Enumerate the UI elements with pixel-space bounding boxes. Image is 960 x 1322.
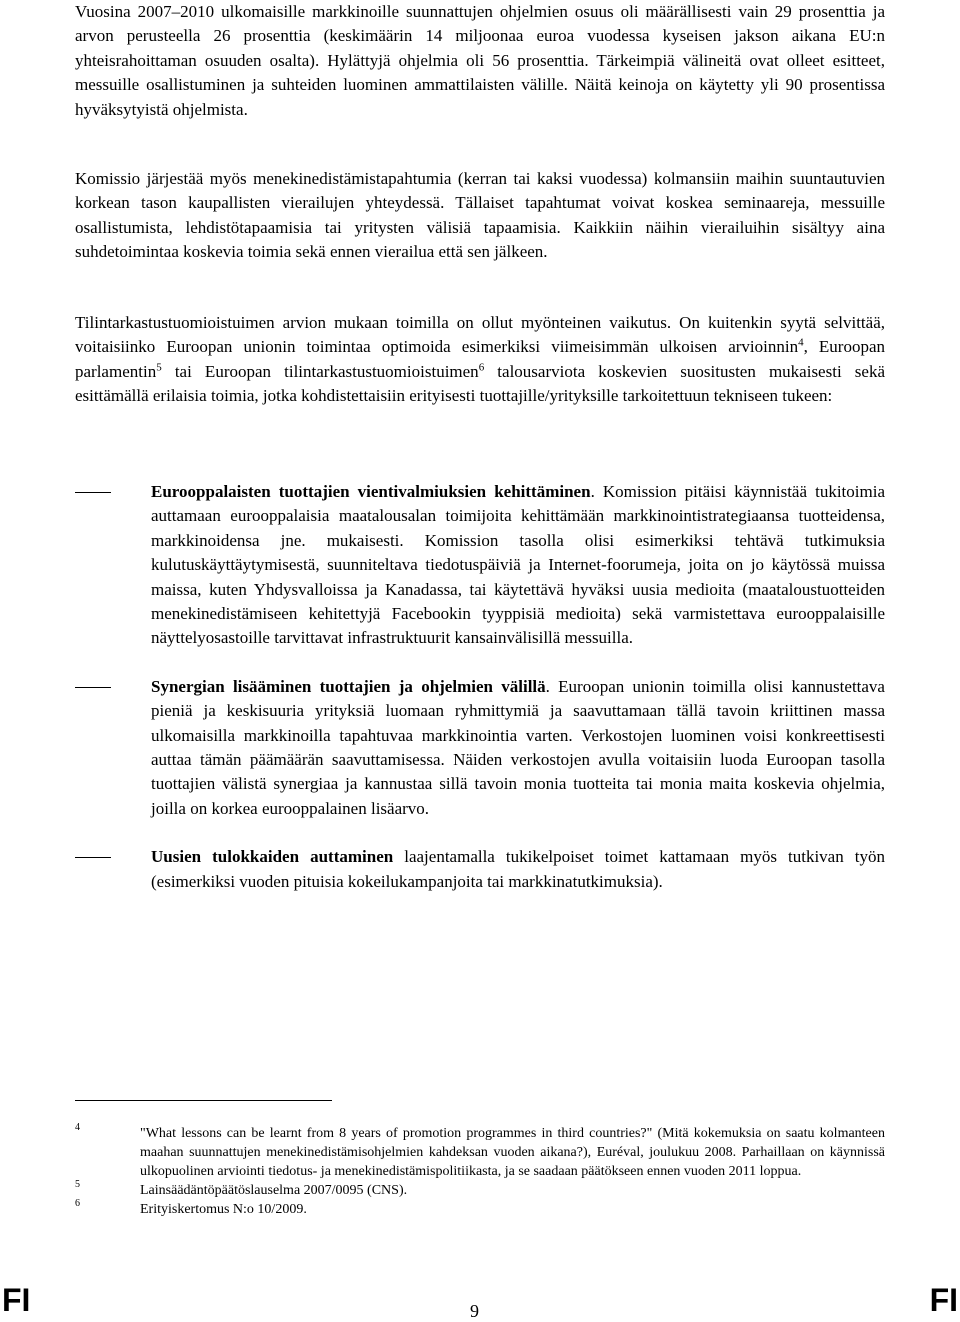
- footnote-number: 6: [75, 1198, 80, 1209]
- footnote-ref-5[interactable]: 5: [156, 361, 162, 374]
- language-code-left: FI: [2, 1282, 31, 1318]
- footnote-number: 4: [75, 1122, 80, 1133]
- footnote-4: [75, 1124, 885, 1181]
- footnote-ref-4[interactable]: 4: [798, 336, 804, 349]
- footnote-separator: [75, 1100, 332, 1101]
- list-item: [75, 845, 885, 894]
- dash-bullet-icon: [75, 687, 111, 688]
- page-number: 9: [470, 1301, 479, 1321]
- paragraph-commission-events: Komissio järjestää myös menekinedistämistapahtumia (kerran tai kaksi vuodessa) kolmansiin maihin suuntautuvien korkean tason kaupallisten vierailujen yhteydessä. Tällaiset tapahtumat voivat koskea seminaareja, messuille osallistumista, lehdistötapaamisia tai yritysten välisiä tapaamisia. Kaikkiin näihin vierailuihin sisältyy aina suhdetoimintaa koskevia toimia sekä ennen vierailua että sen jälkeen.: [75, 169, 885, 262]
- list-item-text: [151, 845, 885, 894]
- footnote-number: 5: [75, 1179, 80, 1190]
- footnote-ref-6[interactable]: 6: [478, 361, 485, 374]
- measures-list: [75, 480, 885, 918]
- paragraph-text: tai Euroopan tilintarkastustuomioistuimen: [161, 361, 479, 381]
- paragraph-audit-evaluation: [75, 311, 885, 409]
- list-item-title: Synergian lisääminen tuottajien ja ohjelmien välillä: [151, 676, 546, 696]
- dash-bullet-icon: [75, 492, 111, 493]
- footnote-5: [75, 1181, 885, 1200]
- language-code-right: FI: [929, 1282, 958, 1318]
- paragraph-text: talousarviota koskevien suositusten mukaisesti sekä esittämällä erilaisia toimia, jotka kohdistettaisiin erityisesti tuottajille/yrityksille tarkoitettuun tekniseen tukeen:: [75, 361, 885, 406]
- list-item-title: Uusien tulokkaiden auttaminen: [151, 847, 394, 867]
- list-item-body: . Komission pitäisi käynnistää tukitoimia auttamaan eurooppalaisia maatalousalan toimijoita kehittämään markkinointistrategiaansa tuotteidensa, markkinoidensa jne. mukaisesti. Komission tasolla olisi esimerkiksi tehtävä tutkimuksia kulutuskäyttäytymisestä, suunniteltava tiedotuspäiviä ja Internet-foorumeja, joita on jo käytössä muissa maissa, kuten Yhdysvalloissa ja Kanadassa, tai käytettävä hyväksi uusia medioita (maataloustuotteiden menekinedistämiseen kehitettyjä Facebookin tyyppisiä medioita) sekä varmistettava eurooppalaisille näyttelyosastoille tarvittavat infrastruktuurit kansainvälisillä messuilla.: [151, 482, 885, 648]
- list-item: [75, 675, 885, 821]
- list-item-text: [151, 480, 885, 651]
- footnotes: [75, 1124, 885, 1219]
- list-item-body: laajentamalla tukikelpoiset toimet kattamaan myös tutkivan työn (esimerkiksi vuoden pituisia kokeilukampanjoita tai markkinatutkimuksia).: [151, 847, 885, 891]
- list-item-body: . Euroopan unionin toimilla olisi kannustettava pieniä ja keskisuuria yrityksiä luomaan ryhmittymiä ja saavuttamaan tällä tavoin kriittinen massa ulkomaisilla markkinoilla tapahtuvaa markkinointia varten. Verkostojen luominen voisi konkreettisesti auttaa tämän päämäärän saavuttamisessa. Näiden verkostojen avulla voitaisiin luoda Euroopan tasolla tuottajien välistä synergiaa ja kannustaa sillä tavoin monia tuotteita tai monia maita koskevia ohjelmia, joilla on korkea eurooppalainen lisäarvo.: [151, 676, 885, 818]
- dash-bullet-icon: [75, 857, 111, 858]
- footnote-text: Lainsäädäntöpäätöslauselma 2007/0095 (CNS).: [140, 1183, 408, 1198]
- list-item-text: [151, 675, 885, 821]
- list-item: [75, 480, 885, 651]
- paragraph-text: , Euroopan parlamentin: [75, 337, 885, 381]
- list-item-title: Eurooppalaisten tuottajien vientivalmiuksien kehittäminen: [151, 482, 591, 501]
- footnote-text: "What lessons can be learnt from 8 years of promotion programmes in third countries?" (Mitä kokemuksia on saatu kolmanteen maahan suunnattujen menekinedistämisohjelmien kahdeksan vuoden aikana?), Euréval, joulukuu 2008. Parhaillaan on käynnissä ulkopuolinen arviointi tiedotus- ja menekinedistämispolitiikasta, ja se saadaan päätökseen ennen vuoden 2011 loppua.: [140, 1126, 885, 1179]
- footnote-text: Erityiskertomus N:o 10/2009.: [140, 1202, 307, 1217]
- paragraph-programme-share: Vuosina 2007–2010 ulkomaisille markkinoille suunnattujen ohjelmien osuus oli määrällisesti vain 29 prosenttia ja arvon perusteella 26 prosenttia (keskimäärin 14 miljoonaa euroa vuodessa kyseisen jakson aikana EU:n yhteisrahoittaman osuuden osalta). Hylättyjä ohjelmia oli 56 prosenttia. Tärkeimpiä välineitä ovat olleet esitteet, messuille osallistuminen ja suhteiden luominen ammattilaisten välille. Näitä keinoja on käytetty yli 90 prosentissa hyväksytyistä ohjelmista.: [75, 2, 885, 119]
- paragraph-text: Tilintarkastustuomioistuimen arvion mukaan toimilla on ollut myönteinen vaikutus. On kuitenkin syytä selvittää, voitaisiinko Euroopan unionin toimintaa optimoida esimerkiksi viimeisimmän ulkoisen arvioinnin: [75, 313, 885, 357]
- footnote-6: [75, 1200, 885, 1219]
